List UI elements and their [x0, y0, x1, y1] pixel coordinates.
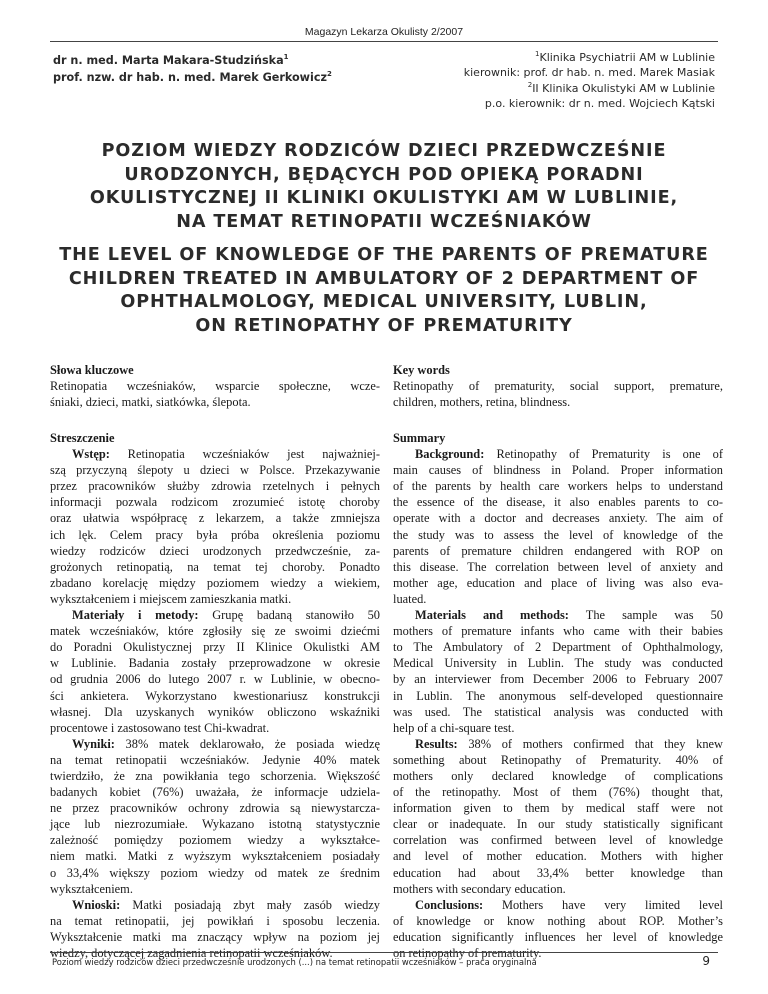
- abstract-conclusions: Wnioski: Matki posiadają zbyt mały zasób wiedzy na temat retinopatii, jej powikłań i sposobu leczenia. Wykształcenie matki ma znaczący wpływ na poziom jej wiedzy, dotyczącej zagadnienia retinopatii wcześniaków.: [50, 897, 380, 960]
- abstract-background: Background: Retinopathy of Prematurity is one of main causes of blindness in Poland. Proper information of the parents by health care workers helps to understand the essence of the disease, it also enables parents to co- operate with a doctor and decreases anxiety. The aim of the study was to assess the level of knowledge of the parents of premature children endangered with ROP on this disease. The correlation between level of anxiety and mother age, education and place of living was also eva- luated.: [393, 447, 723, 606]
- page-number: 9: [702, 954, 710, 968]
- abstract-results: Wyniki: 38% matek deklarowało, że posiada wiedzę na temat retinopatii wcześniaków. Jedynie 40% matek twierdziło, że zna powikłania tego schorzenia. Większość badanych kobiet (76%) uważała, że informacje udziela- ne przez pracowników ochrony zdrowia są niewystarcza- jące lub niezrozumiałe. Wykazano istotną statystycznie zależność pomiędzy poziomem wiedzy a wykształce- niem matki. Matki z wyższym wykształceniem posiadały o 33,4% większy poziom wiedzy od matek ze średnim wykształceniem.: [50, 736, 380, 896]
- authors-block: [53, 52, 332, 86]
- keywords-heading: Słowa kluczowe: [50, 363, 134, 377]
- abstract-methods: Materials and methods: The sample was 50 mothers of premature infants who came with their babies to The Ambulatory of 2 Department of Ophthalmology, Medical University in Lublin. The study was conducted by an interviewer from December 2006 to February 2007 in Lublin. The anonymous self-developed questionnaire was used. The statistical analysis was conducted with help of a chi-square test.: [393, 608, 724, 735]
- journal-header: Magazyn Lekarza Okulisty 2/2007: [304, 26, 464, 38]
- abstract-conclusions: Conclusions: Mothers have very limited level of knowledge or know nothing about ROP. Mother’s education significantly influences her level of knowledge on retinopathy of prematurity.: [393, 897, 723, 960]
- keywords-polish: Słowa kluczowe Retinopatia wcześniaków, wsparcie społeczne, wcze- śniaki, dzieci, matki, siatkówka, ślepota.: [50, 363, 380, 410]
- affiliations-block: [464, 50, 715, 112]
- affiliation-2-head: p.o. kierownik: dr n. med. Wojciech Kątski: [484, 97, 715, 111]
- abstract-heading: Summary: [393, 431, 446, 445]
- abstract-intro: Wstęp: Retinopatia wcześniaków jest najważniej- szą przyczyną ślepoty u dzieci w Polsce. Przekazywanie przez pracowników służby zdrowia rzetelnych i pełnych informacji pozwala rodzicom zrozumieć istotę choroby oraz ułatwia współpracę z lekarzem, a także zmniejsza ich lęk. Celem pracy była próba określenia poziomu wiedzy rodziców dzieci urodzonych przedwcześnie, za- grożonych retinopatią, na temat tej choroby. Ponadto zbadano korelację między poziomem wiedzy a wiekiem, wykształceniem i miejscem zamieszkania matki.: [50, 447, 380, 606]
- affiliation-1-head: kierownik: prof. dr hab. n. med. Marek Masiak: [463, 66, 715, 80]
- header-divider: [50, 41, 718, 42]
- keywords-heading: Key words: [393, 363, 450, 377]
- affiliation-2: $^2$II Klinika Okulistyki AM w Lublinie: [527, 80, 715, 95]
- abstract-polish: [50, 430, 380, 961]
- keywords-english: Key words Retinopathy of prematurity, social support, premature, children, mothers, retina, blindness.: [393, 363, 723, 410]
- running-footer: Poziom wiedzy rodziców dzieci przedwcześnie urodzonych (...) na temat retinopatii wcześniaków – praca oryginalna: [52, 957, 537, 967]
- title-polish: POZIOM WIEDZY RODZICÓW DZIECI PRZEDWCZEŚNIE URODZONYCH, BĘDĄCYCH POD OPIEKĄ PORADNI OKULISTYCZNEJ II KLINIKI OKULISTYKI AM W LUBLINIE, NA TEMAT RETINOPATII WCZEŚNIAKÓW: [89, 141, 679, 232]
- abstract-heading: Streszczenie: [50, 431, 115, 445]
- title-english: THE LEVEL OF KNOWLEDGE OF THE PARENTS OF PREMATURE CHILDREN TREATED IN AMBULATORY OF 2 DEPARTMENT OF OPHTHALMOLOGY, MEDICAL UNIVERSITY, LUBLIN, ON RETINOPATHY OF PREMATURITY: [59, 245, 709, 336]
- abstract-english: [393, 430, 723, 961]
- abstract-results: Results: 38% of mothers confirmed that they knew something about Retinopathy of Prematurity. 40% of mothers only declared knowledge of complications of the retinopathy. Most of them (76%) thought that, information given to them by medical staff were not clear or inadequate. In our study statistically significant correlation was confirmed between level of knowledge and level of mother education. Mothers with higher education had about 33,4% better knowledge than mothers with secondary education.: [393, 736, 723, 896]
- abstract-methods: Materiały i metody: Grupę badaną stanowiło 50 matek wcześniaków, które zgłosiły się ze swoimi dziećmi do Poradni Okulistycznej przy II Klinice Okulistki AM w Lublinie. Badania zostały przeprowadzone w okresie od grudnia 2006 do lutego 2007 r. w Lublinie, w obecno- ści ankietera. Wykorzystano kwestionariusz konstrukcji własnej. Dla uzyskanych wyników obliczono wskaźniki procentowe i zastosowano test Chi-kwadrat.: [50, 608, 380, 735]
- affiliation-1: $^1$Klinika Psychiatrii AM w Lublinie: [535, 50, 715, 64]
- footer-divider: [50, 952, 718, 953]
- author-2: prof. nzw. dr hab. n. med. Marek Gerkowicz$^2$: [53, 70, 332, 84]
- author-1: dr n. med. Marta Makara-Studzińska$^1$: [53, 53, 289, 67]
